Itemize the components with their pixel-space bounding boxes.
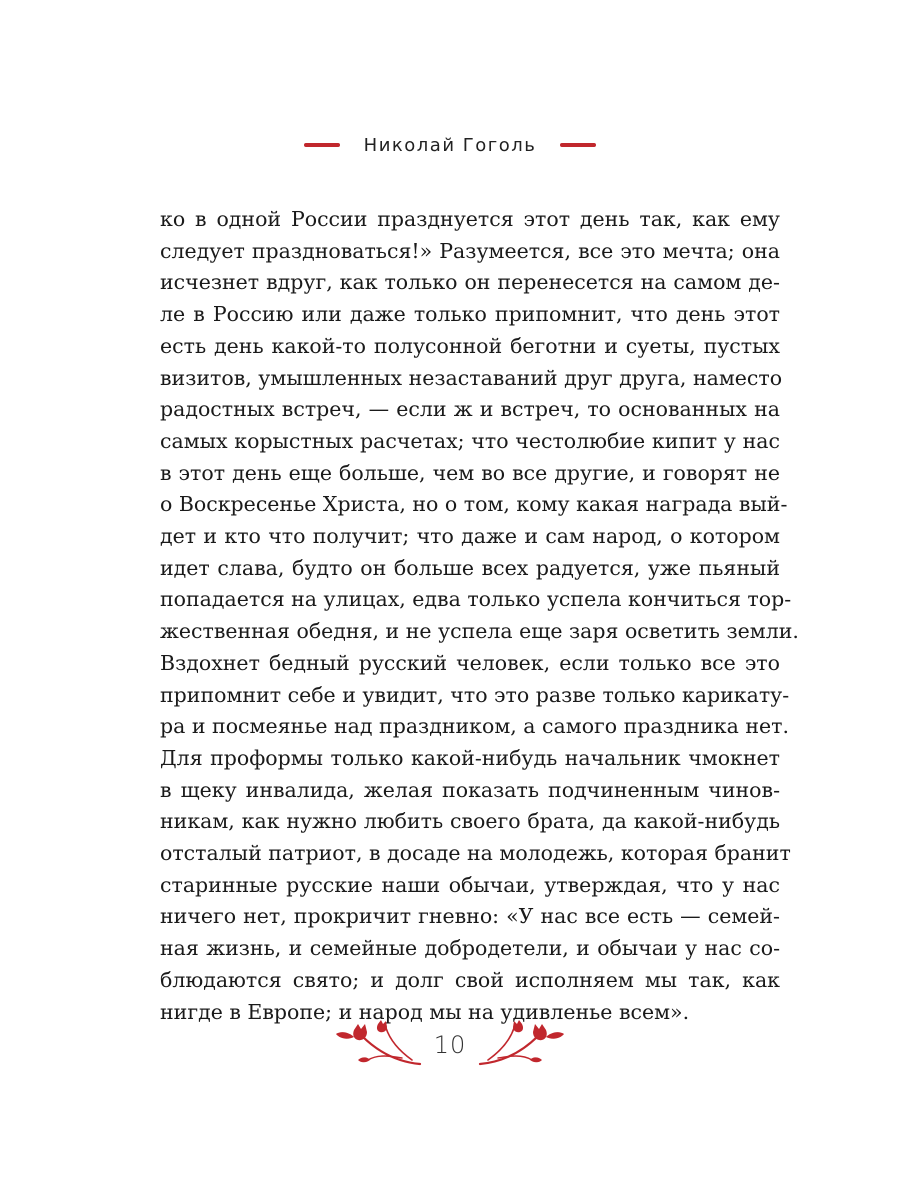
text-line: Вздохнет бедный русский человек, если только все это: [160, 650, 780, 675]
header-dash-right: [560, 143, 596, 147]
text-line: ничего нет, прокричит гневно: «У нас все есть — семей-: [160, 904, 780, 929]
text-line: о Воскресенье Христа, но о том, кому какая награда вый-: [160, 492, 788, 517]
text-line-last: нигде в Европе; и народ мы на удивленье всем».: [160, 999, 690, 1024]
text-line: ра и посмеянье над праздником, а самого праздника нет.: [160, 714, 789, 739]
text-line: самых корыстных расчетах; что честолюбие кипит у нас: [160, 428, 780, 453]
text-line: радостных встреч, — если ж и встреч, то основанных на: [160, 397, 780, 422]
tulip-sprig-icon: [476, 1020, 572, 1070]
page-footer: [0, 1020, 900, 1070]
text-line: отсталый патриот, в досаде на молодежь, которая бранит: [160, 841, 791, 866]
text-line: следует праздноваться!» Разумеется, все это мечта; она: [160, 238, 780, 263]
text-line: идет слава, будто он больше всех радуется, уже пьяный: [160, 555, 780, 580]
running-header: [0, 128, 900, 162]
text-line: визитов, умышленных незаставаний друг друга, наместо: [160, 365, 783, 390]
text-line: ная жизнь, и семейные добродетели, и обычаи у нас со-: [160, 936, 780, 961]
text-line: никам, как нужно любить своего брата, да какой-нибудь: [160, 809, 780, 834]
text-line: Для проформы только какой-нибудь начальник чмокнет: [160, 745, 780, 770]
text-line: блюдаются свято; и долг свой исполняем мы так, как: [160, 967, 780, 992]
text-line: попадается на улицах, едва только успела кончиться тор-: [160, 587, 792, 612]
text-line: дет и кто что получит; что даже и сам народ, о котором: [160, 524, 780, 549]
text-line: старинные русские наши обычаи, утверждая, что у нас: [160, 872, 780, 897]
author-name: Николай Гоголь: [363, 134, 537, 156]
text-line: ле в Россию или даже только припомнит, что день этот: [160, 302, 780, 327]
text-line: исчезнет вдруг, как только он перенесется на самом де-: [160, 270, 780, 295]
text-line: в этот день еще больше, чем во все другие, и говорят не: [160, 460, 780, 485]
text-line: в щеку инвалида, желая показать подчиненным чинов-: [160, 777, 780, 802]
header-dash-left: [304, 143, 340, 147]
body-text: [160, 204, 799, 1028]
text-line: припомнит себе и увидит, что это разве только карикату-: [160, 682, 790, 707]
tulip-sprig-icon: [328, 1020, 424, 1070]
page-number: 10: [433, 1031, 467, 1059]
text-line: ко в одной России празднуется этот день так, как ему: [160, 207, 780, 231]
text-line: есть день какой-то полусонной беготни и суеты, пустых: [160, 333, 780, 358]
text-line: жественная обедня, и не успела еще заря осветить земли.: [160, 619, 799, 644]
